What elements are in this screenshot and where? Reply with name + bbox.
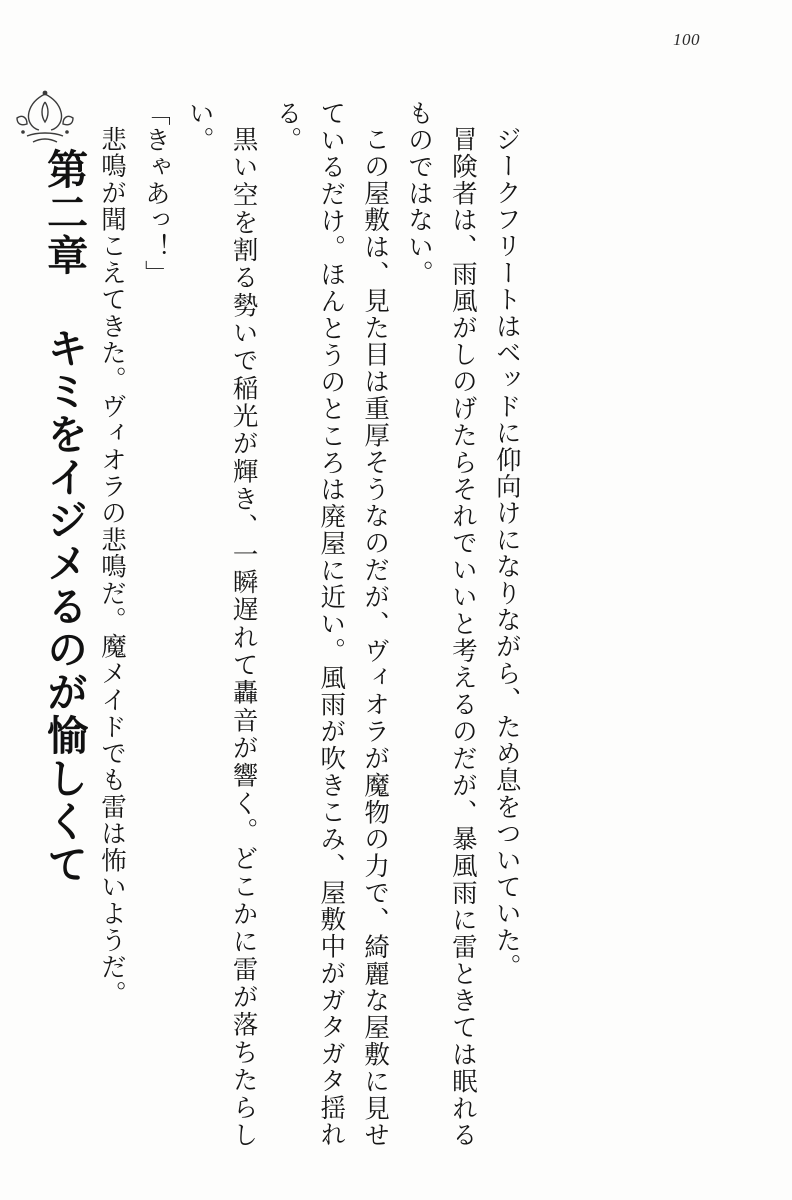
- floral-ornament-icon: [0, 88, 93, 150]
- body-paragraph: 悲鳴が聞こえてきた。ヴィオラの悲鳴だ。魔メイドでも雷は怖いようだ。: [97, 125, 127, 1007]
- body-text-column: [89, 96, 528, 1148]
- page-number: 100: [673, 30, 700, 49]
- page-body: [28, 96, 674, 1148]
- body-paragraph: この屋敷は、見た目は重厚そうなのだが、ヴィオラが魔物の力で、綺麗な屋敷に見せているだけ。ほんとうのところは廃屋に近い。風雨が吹きこみ、屋敷中がガタガタ揺れる。: [272, 100, 391, 1148]
- body-paragraph-dialogue: 「きゃあっ！」: [140, 100, 171, 287]
- body-paragraph: 黒い空を割る勢いで稲光が輝き、一瞬遅れて轟音が響く。どこかに雷が落ちたらしい。: [184, 100, 259, 1148]
- chapter-heading: [40, 96, 87, 1196]
- chapter-title-text: 第二章 キミをイジメるのが愉しくて: [40, 148, 89, 886]
- body-paragraph: ジークフリートはベッドに仰向けになりながら、ため息をついていた。: [491, 125, 522, 980]
- body-paragraph: 冒険者は、雨風がしのげたらそれでいいと考えるのだが、暴風雨に雷ときては眠れるものではない。: [404, 100, 478, 1148]
